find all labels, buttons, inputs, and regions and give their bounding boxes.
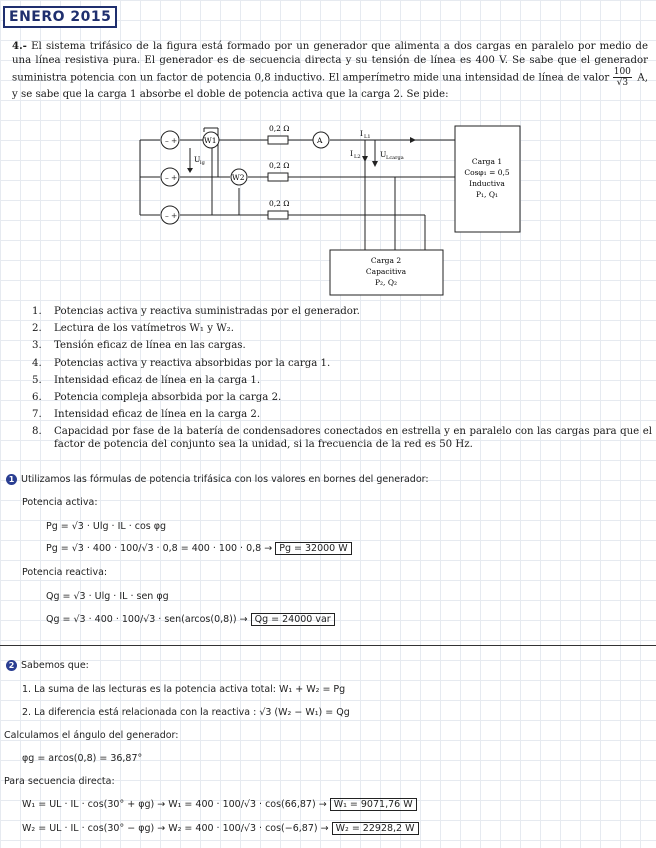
questions-list [32, 305, 652, 456]
w1-result: W₁ = 9071,76 W [330, 798, 417, 811]
question-item: 1. Potencias activa y reactiva suministradas por el generador. [32, 306, 360, 317]
load2-powers: P₂, Q₂ [375, 278, 397, 287]
sequence-title: Para secuencia directa: [4, 776, 115, 787]
il1-sub: L1 [364, 134, 371, 140]
solution2-item2-line [22, 707, 350, 718]
load2-title: Carga 2 [370, 256, 402, 265]
ulg-sub: lg [200, 160, 205, 166]
fraction-numerator: 100 [613, 67, 631, 78]
current-fraction [613, 67, 632, 88]
w2-calc-line [22, 823, 419, 834]
ammeter-label: A [317, 136, 323, 145]
solution2-item1-line [22, 684, 345, 695]
w2-calc: W₂ = UL · IL · cos(30° − φg) → W₂ = 400 · 100/√3 · cos(−6,87) → [22, 823, 329, 834]
il2-label: I [350, 149, 353, 158]
active-power-title: Potencia activa: [22, 497, 98, 508]
problem-statement [12, 40, 648, 102]
solution2-intro-line [6, 660, 89, 671]
circuit-diagram [120, 118, 540, 300]
reactive-power-result: Qg = 24000 var [251, 613, 335, 626]
solution2-item2-eq: √3 (W₂ − W₁) = Qg [259, 707, 350, 718]
fraction-denominator: √3 [616, 78, 629, 89]
angle-title: Calculamos el ángulo del generador: [4, 730, 179, 741]
exam-title: ENERO 2015 [3, 6, 117, 28]
current-arrow-il1 [360, 129, 416, 143]
reactive-power-formula: Qg = √3 · Ulg · IL · sen φg [46, 591, 169, 602]
active-power-result: Pg = 32000 W [275, 542, 351, 555]
problem-text-b: A, y se sabe que la carga 1 absorbe el doble de potencia activa que la carga 2. Se pide: [12, 72, 648, 101]
active-power-calc: Pg = √3 · 400 · 100/√3 · 0,8 = 400 · 100 · 0,8 → [46, 543, 273, 554]
wattmeter-w1 [203, 132, 219, 148]
resistor-mid-label: 0,2 Ω [269, 161, 290, 170]
voltage-arrow-ulg [187, 148, 206, 173]
resistor-top [268, 124, 290, 144]
svg-text:–: – [165, 211, 169, 220]
w2-label: W2 [232, 173, 245, 182]
problem-number: 4.- [12, 40, 27, 52]
question-item: 4. Potencias activa y reactiva absorbidas por la carga 1. [32, 357, 331, 369]
w1-calc: W₁ = UL · IL · cos(30° + φg) → W₁ = 400 · 100/√3 · cos(66,87) → [22, 799, 327, 810]
reactive-power-calc-line [46, 614, 335, 625]
solution1-intro-line [6, 474, 429, 485]
solution1-intro: Utilizamos las fórmulas de potencia trifásica con los valores en bornes del generador: [21, 474, 429, 485]
svg-text:+: + [171, 173, 178, 182]
w2-result: W₂ = 22928,2 W [332, 822, 419, 835]
reactive-power-title: Potencia reactiva: [22, 567, 108, 578]
load1-type: Inductiva [469, 179, 505, 188]
question-item: 7. Intensidad eficaz de línea en la carga 2. [32, 409, 261, 421]
angle-equation: φg = arcos(0,8) = 36,87° [22, 753, 143, 764]
resistor-bot-label: 0,2 Ω [269, 199, 290, 208]
load1-title: Carga 1 [471, 157, 503, 166]
svg-text:+: + [171, 136, 178, 145]
voltage-arrow-ucarga [372, 150, 404, 167]
svg-text:–: – [165, 173, 169, 182]
active-power-formula: Pg = √3 · Ulg · IL · cos φg [46, 521, 167, 532]
solution2-number: 2 [6, 660, 17, 671]
active-power-calc-line [46, 543, 352, 554]
source-phase-3 [161, 206, 179, 224]
ulg-label: U [194, 155, 201, 164]
ucarga-label: U [380, 150, 387, 159]
resistor-top-label: 0,2 Ω [269, 124, 290, 133]
load2-type: Capacitiva [365, 267, 407, 276]
solution1-number: 1 [6, 474, 17, 485]
question-item: 3. Tensión eficaz de línea en las cargas. [32, 340, 246, 352]
source-phase-1 [161, 131, 179, 149]
svg-text:–: – [165, 136, 169, 145]
question-item: 5. Intensidad eficaz de línea en la carga 1. [32, 374, 261, 386]
section-divider [0, 645, 656, 646]
il2-sub: L2 [354, 154, 361, 160]
ammeter [313, 132, 329, 148]
ucarga-sub: Lcarga [386, 155, 404, 161]
solution2-item1-eq: W₁ + W₂ = Pg [279, 684, 346, 695]
svg-text:+: + [171, 211, 178, 220]
w1-label: W1 [204, 136, 217, 145]
question-item: 8. Capacidad por fase de la batería de condensadores conectados en estrella y en paralelo con las cargas para que el factor de potencia del conjunto sea la unidad, si la frecuencia de la red es 50 Hz. [32, 426, 652, 451]
reactive-power-calc: Qg = √3 · 400 · 100/√3 · sen(arcos(0,8)) → [46, 614, 248, 625]
solution2-item2: 2. La diferencia está relacionada con la reactiva : [22, 707, 257, 718]
solution2-item1: 1. La suma de las lecturas es la potencia activa total: [22, 684, 276, 695]
w1-calc-line [22, 799, 417, 810]
solution2-intro: Sabemos que: [21, 660, 89, 671]
load1-pf: Cosφ₁ = 0,5 [464, 168, 510, 177]
il1-label: I [360, 129, 363, 138]
question-item: 2. Lectura de los vatímetros W₁ y W₂. [32, 323, 234, 335]
resistor-bot [268, 199, 290, 219]
load1-powers: P₁, Q₁ [476, 190, 498, 199]
load-1-box [455, 126, 520, 232]
load-2-box [330, 250, 443, 295]
source-phase-2 [161, 168, 179, 186]
resistor-mid [268, 161, 290, 181]
problem-text-a: El sistema trifásico de la figura está formado por un generador que alimenta a dos cargas en paralelo por medio de una línea resistiva pura. El generador es de secuencia directa y su tensión de línea es 400 V. Se sabe que el generador suministra potencia con un factor de potencia 0,8 inductivo. El amperímetro mide una intensidad de línea de valor [12, 41, 648, 84]
question-item: 6. Potencia compleja absorbida por la carga 2. [32, 391, 282, 403]
wattmeter-w2 [231, 169, 247, 185]
